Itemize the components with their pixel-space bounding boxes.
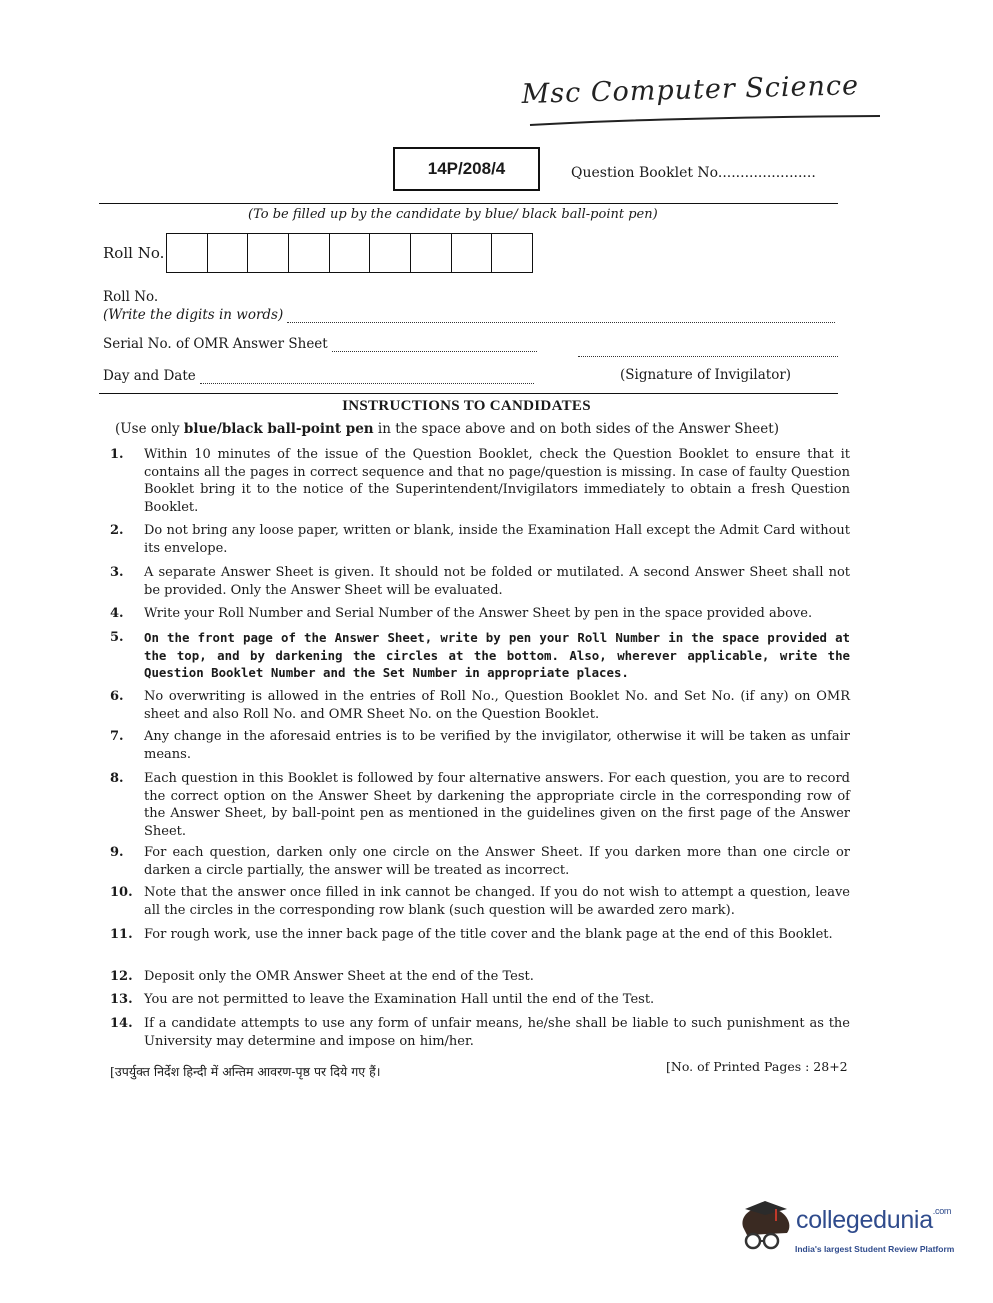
roll-no-words-label: Roll No.: [103, 289, 159, 305]
roll-no-label: Roll No.: [103, 244, 165, 262]
roll-no-words-field[interactable]: [103, 307, 835, 323]
dotted-line: [200, 373, 534, 384]
fill-note: (To be filled up by the candidate by blue/ black ball-point pen): [248, 207, 658, 222]
dotted-line: [332, 341, 537, 352]
roll-no-cell[interactable]: [410, 234, 451, 272]
roll-no-grid[interactable]: [166, 233, 533, 273]
hindi-note: [उपर्युक्त निर्देश हिन्दी में अन्तिम आवरण-पृष्ठ पर दिये गए हैं।: [110, 1064, 381, 1079]
roll-no-cell[interactable]: [369, 234, 410, 272]
printed-pages: [No. of Printed Pages : 28+2: [666, 1059, 848, 1074]
serial-no-label: Serial No. of OMR Answer Sheet: [103, 336, 328, 352]
day-date-label: Day and Date: [103, 368, 196, 384]
roll-no-words-sub: (Write the digits in words): [103, 307, 284, 323]
question-booklet-no: Question Booklet No......................: [571, 165, 816, 181]
logo-wordmark: collegedunia$^{.com}$: [796, 1206, 952, 1234]
logo-tagline: India's largest Student Review Platform: [795, 1244, 955, 1254]
top-rule: [99, 203, 838, 204]
roll-no-cell[interactable]: [247, 234, 288, 272]
day-date-field[interactable]: [103, 368, 534, 384]
roll-no-cell[interactable]: [491, 234, 532, 272]
handwriting-underline: [528, 114, 883, 128]
roll-no-cell[interactable]: [329, 234, 370, 272]
serial-no-field[interactable]: [103, 336, 537, 352]
signature-line[interactable]: [578, 356, 838, 357]
roll-no-cell[interactable]: [207, 234, 248, 272]
instructions-heading: INSTRUCTIONS TO CANDIDATES: [342, 398, 591, 414]
signature-label: (Signature of Invigilator): [620, 367, 792, 383]
mid-rule: [99, 393, 838, 394]
use-note-bold: blue/black ball-point pen: [183, 421, 374, 437]
paper-code: 14P/208/4: [427, 159, 506, 178]
roll-no-cell[interactable]: [451, 234, 492, 272]
use-note: (Use only blue/black ball-point pen in the space above and on both sides of the Answer Sheet): [115, 421, 779, 437]
paper-code-box: [393, 147, 540, 191]
dotted-line: [287, 312, 835, 323]
handwritten-title: Msc Computer Science: [521, 70, 860, 110]
roll-no-cell[interactable]: [167, 234, 207, 272]
roll-no-cell[interactable]: [288, 234, 329, 272]
